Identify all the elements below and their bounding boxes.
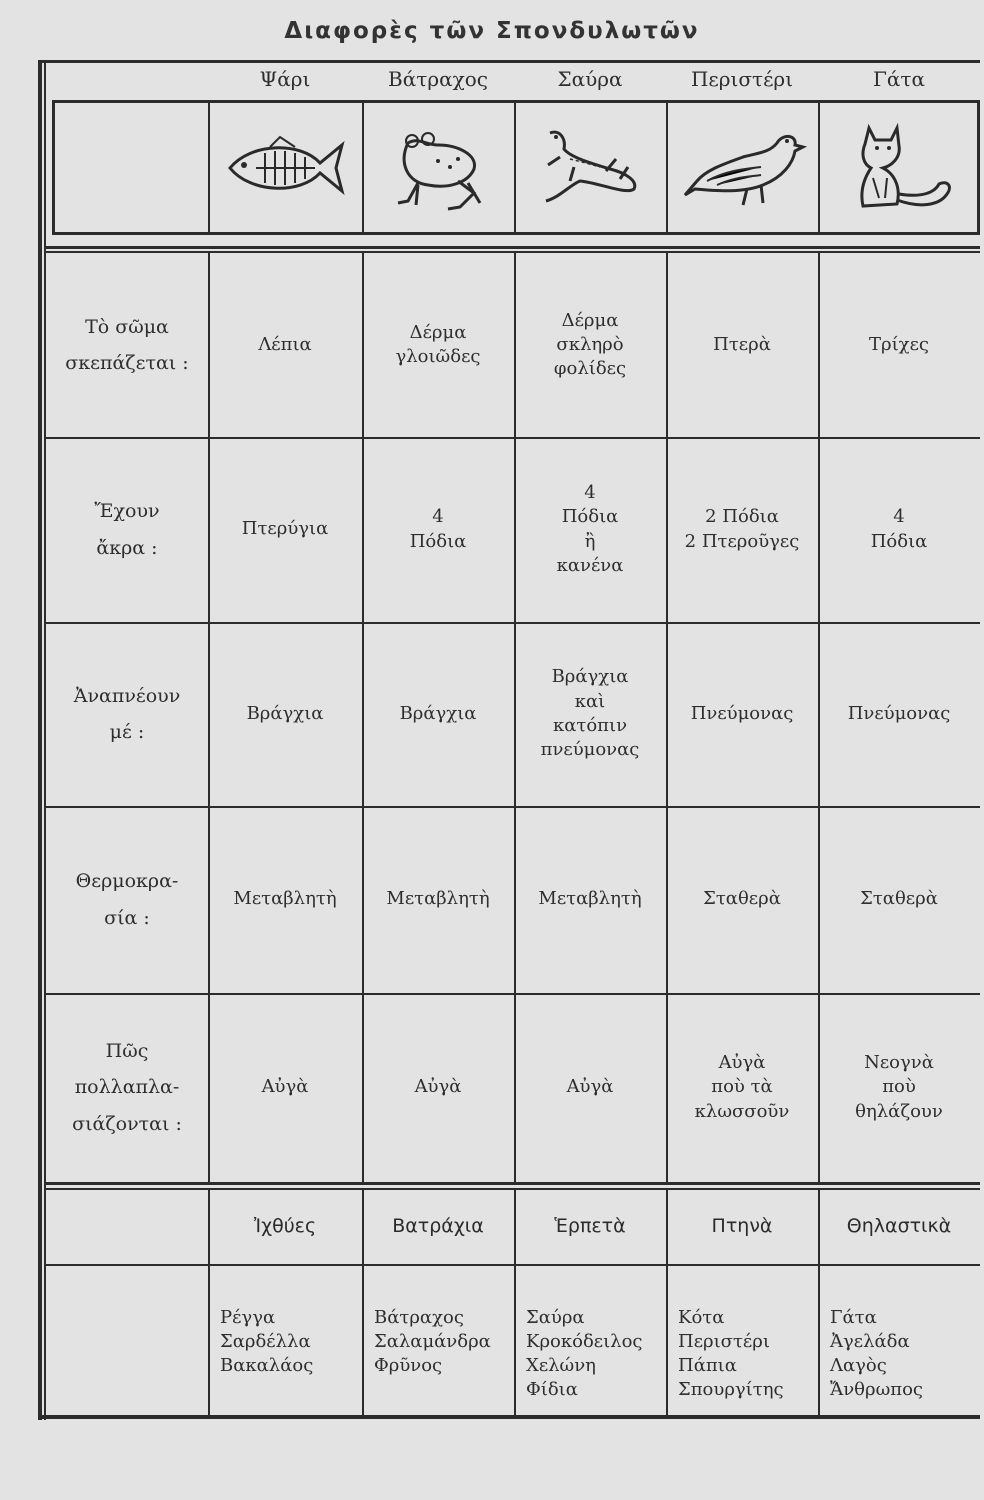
cell-line: Πνεύμονας — [690, 702, 794, 724]
cell-r2-c2 — [362, 437, 514, 622]
example-item: Κροκόδειλος — [526, 1331, 643, 1352]
cell-line: Βράγχια — [399, 702, 477, 724]
row-label-2 — [46, 437, 208, 622]
cell-line: Σταθερὰ — [703, 888, 781, 910]
cell-line: 4 — [432, 506, 444, 528]
example-item: Λαγὸς — [830, 1355, 887, 1376]
cell-line: Τρίχες — [869, 333, 929, 355]
animal-name-2: Βάτραχος — [388, 66, 488, 91]
row-label-line: σία : — [104, 906, 150, 929]
cell-line: σκληρὸ — [556, 333, 624, 355]
cell-line: 2 Πόδια — [705, 506, 779, 528]
class-name-4: Πτηνὰ — [711, 1215, 773, 1238]
class-col-line-4 — [666, 1190, 668, 1415]
class-separator — [46, 1182, 980, 1185]
frame-left — [38, 60, 42, 1420]
cell-r4-c2 — [362, 806, 514, 993]
class-name-1: Ἰχθύες — [253, 1215, 317, 1238]
cell-line: Βράγχια — [551, 666, 629, 688]
example-item: Βακαλάος — [220, 1355, 314, 1376]
cell-line: γλοιῶδες — [395, 346, 481, 367]
cell-line: Πνεύμονας — [847, 702, 951, 724]
cell-line: Βράγχια — [246, 702, 324, 724]
frame-bottom — [38, 1415, 980, 1419]
example-item: Ρέγγα — [220, 1307, 276, 1328]
cell-line: ἢ — [584, 530, 596, 552]
cell-r2-c1 — [208, 437, 362, 622]
cell-r5-c3 — [514, 993, 666, 1182]
row-label-line: σκεπάζεται : — [65, 352, 189, 374]
class-col-line-3 — [514, 1190, 516, 1415]
cell-r5-c5 — [818, 993, 980, 1182]
cell-line: ποὺ τὰ — [711, 1076, 773, 1098]
lizard-icon — [514, 103, 666, 232]
cell-r3-c2 — [362, 622, 514, 806]
row-label-line: Ἀναπνέουν — [73, 684, 181, 707]
cell-line: Πτερύγια — [241, 518, 329, 540]
cat-icon — [818, 103, 980, 232]
cell-r5-c2 — [362, 993, 514, 1182]
row-label-line: Ἔχουν — [94, 500, 160, 523]
cell-r3-c1 — [208, 622, 362, 806]
cell-line: φολίδες — [553, 358, 627, 380]
cell-r4-c3 — [514, 806, 666, 993]
examples-col-4 — [678, 1306, 816, 1402]
animal-name-5: Γάτα — [873, 66, 925, 91]
cell-line: κλωσσοῦν — [694, 1100, 790, 1122]
frog-icon — [362, 103, 514, 232]
cell-r3-c4 — [666, 622, 818, 806]
row-label-line: Θερμοκρα- — [75, 870, 179, 893]
class-name-3: Ἑρπετὰ — [554, 1215, 626, 1238]
examples-col-3 — [526, 1306, 664, 1402]
example-item: Χελώνη — [526, 1355, 596, 1376]
row-label-3 — [46, 622, 208, 806]
pigeon-icon — [666, 103, 818, 232]
example-item: Περιστέρι — [678, 1331, 770, 1352]
example-item: Φρῦνος — [374, 1355, 443, 1376]
picture-row-left — [52, 100, 55, 235]
class-col-line-1 — [208, 1190, 210, 1415]
row-label-line: ἄκρα : — [96, 536, 158, 559]
class-col-line-2 — [362, 1190, 364, 1415]
animal-name-4: Περιστέρι — [690, 66, 794, 91]
class-separator-thin — [46, 1188, 980, 1190]
cell-line: Πόδια — [561, 506, 619, 528]
cell-line: Πόδια — [870, 530, 928, 552]
cell-line: καὶ — [574, 690, 606, 712]
separator-line — [46, 246, 980, 249]
example-item: Σαύρα — [526, 1307, 585, 1328]
cell-line: Μεταβλητὴ — [538, 888, 642, 910]
cell-line: Σταθερὰ — [860, 888, 938, 910]
class-row-bottom — [46, 1264, 980, 1266]
cell-line: Αὐγὰ — [566, 1076, 614, 1098]
animal-name-1: Ψάρι — [259, 66, 311, 91]
row-label-4 — [46, 806, 208, 993]
row-label-5 — [46, 993, 208, 1182]
cell-line: κατόπιν — [552, 715, 628, 736]
example-item: Σαλαμάνδρα — [374, 1331, 491, 1352]
cell-r1-c4 — [666, 253, 818, 437]
cell-line: Αὐγὰ — [718, 1052, 766, 1074]
example-item: Βάτραχος — [374, 1307, 464, 1328]
cell-line: θηλάζουν — [855, 1100, 943, 1122]
example-item: Κότα — [678, 1307, 725, 1328]
cell-r2-c3 — [514, 437, 666, 622]
cell-line: Δέρμα — [561, 309, 619, 331]
cell-r2-c4 — [666, 437, 818, 622]
class-name-5: Θηλαστικὰ — [846, 1215, 952, 1238]
examples-col-1 — [220, 1306, 360, 1378]
cell-line: Δέρμα — [409, 321, 467, 343]
cell-r4-c5 — [818, 806, 980, 993]
cell-r4-c1 — [208, 806, 362, 993]
row-label-line: Τὸ σῶμα — [85, 315, 169, 338]
example-item: Σαρδέλλα — [220, 1331, 311, 1352]
cell-line: Αὐγὰ — [261, 1076, 309, 1098]
cell-line: Λέπια — [258, 333, 312, 355]
animal-name-3: Σαύρα — [557, 66, 623, 91]
example-item: Πάπια — [678, 1355, 737, 1376]
row-label-line: σιάζονται : — [72, 1112, 182, 1135]
cell-line: 4 — [584, 481, 596, 503]
class-name-2: Βατράχια — [392, 1215, 484, 1238]
example-item: Ἄνθρωπος — [830, 1379, 923, 1400]
cell-line: 2 Πτεροῦγες — [684, 530, 800, 552]
row-label-line: πολλαπλα- — [74, 1076, 180, 1099]
cell-line: Αὐγὰ — [414, 1076, 462, 1098]
cell-r1-c2 — [362, 253, 514, 437]
fish-icon — [208, 103, 362, 232]
page-title: Διαφορὲς τῶν Σπονδυλωτῶν — [284, 18, 700, 44]
cell-line: πνεύμονας — [540, 739, 640, 761]
cell-r1-c5 — [818, 253, 980, 437]
class-col-line-5 — [818, 1190, 820, 1415]
cell-r3-c5 — [818, 622, 980, 806]
cell-line: Μεταβλητὴ — [386, 888, 490, 910]
example-item: Φίδια — [526, 1379, 578, 1400]
cell-r1-c1 — [208, 253, 362, 437]
cell-line: ποὺ — [882, 1076, 916, 1098]
picture-row-bottom — [52, 232, 980, 235]
example-item: Σπουργίτης — [678, 1379, 784, 1400]
cell-line: Πτερὰ — [713, 333, 771, 355]
cell-line: Πόδια — [409, 530, 467, 552]
examples-col-2 — [374, 1306, 512, 1378]
cell-r3-c3 — [514, 622, 666, 806]
example-item: Ἀγελάδα — [830, 1331, 910, 1352]
row-label-line: μέ : — [109, 721, 145, 743]
examples-col-5 — [830, 1306, 978, 1402]
cell-r5-c1 — [208, 993, 362, 1182]
cell-r2-c5 — [818, 437, 980, 622]
cell-line: 4 — [893, 506, 905, 528]
cell-line: Μεταβλητὴ — [233, 888, 337, 910]
row-label-1 — [46, 253, 208, 437]
row-label-line: Πῶς — [105, 1040, 149, 1063]
cell-r5-c4 — [666, 993, 818, 1182]
cell-r1-c3 — [514, 253, 666, 437]
cell-line: κανένα — [556, 554, 624, 576]
cell-r4-c4 — [666, 806, 818, 993]
cell-line: Νεογνὰ — [864, 1052, 934, 1074]
example-item: Γάτα — [830, 1307, 877, 1328]
